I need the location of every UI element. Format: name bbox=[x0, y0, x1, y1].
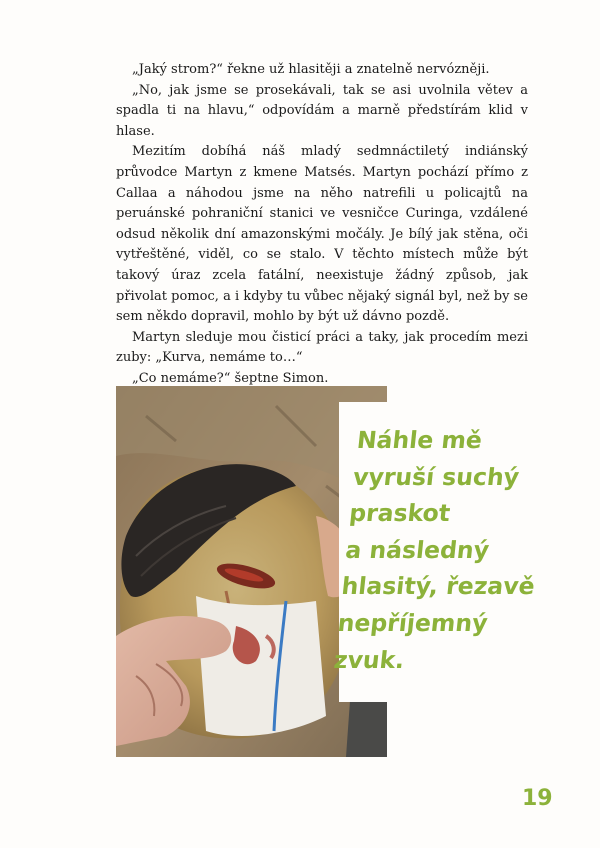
pull-quote-line: zvuk. bbox=[332, 645, 406, 674]
paragraph: „No, jak jsme se prosekávali, tak se asi uvolnila větev a spadla ti na hlavu,“ odpovídám a marně předstírám klid v hlase. bbox=[116, 82, 528, 139]
paragraph: Mezitím dobíhá náš mladý sedmnáctiletý indiánský průvodce Martyn z kmene Matsés. Martyn pochází přímo z Callaa a náhodou jsme na něho natrefili u policajtů na peruánské pohraniční stanici ve vesničce Curinga, vzdálené odsud několik dní amazonskými močály. Je bílý jak stěna, oči vytřeštěné, viděl, co se stalo. V těchto místech může být takový úraz zcela fatální, neexistuje žádný způsob, jak přivolat pomoc, a i kdyby tu vůbec nějaký signál byl, než by se sem někdo dopravil, mohlo by být už dávno pozdě. bbox=[116, 144, 528, 325]
pull-quote-line: nepříjemný bbox=[336, 608, 490, 637]
pull-quote-line: vyruší suchý bbox=[351, 462, 521, 491]
pull-quote-line: Náhle mě bbox=[355, 426, 484, 454]
pull-quote-line: hlasitý, řezavě bbox=[340, 572, 537, 601]
paragraph: Martyn sleduje mou čisticí práci a taky, jak procedím mezi zuby: „Kurva, nemáme to…“ bbox=[116, 329, 528, 366]
pull-quote-line: a následný bbox=[344, 535, 491, 564]
pull-quote-line: praskot bbox=[347, 499, 452, 528]
paragraph: „Jaký strom?“ řekne už hlasitěji a znatelně nervózněji. bbox=[132, 62, 490, 77]
paragraph: „Co nemáme?“ šeptne Simon. bbox=[132, 370, 329, 386]
pull-quote bbox=[332, 422, 559, 678]
body-text bbox=[116, 60, 528, 390]
page-number: 19 bbox=[522, 786, 553, 811]
